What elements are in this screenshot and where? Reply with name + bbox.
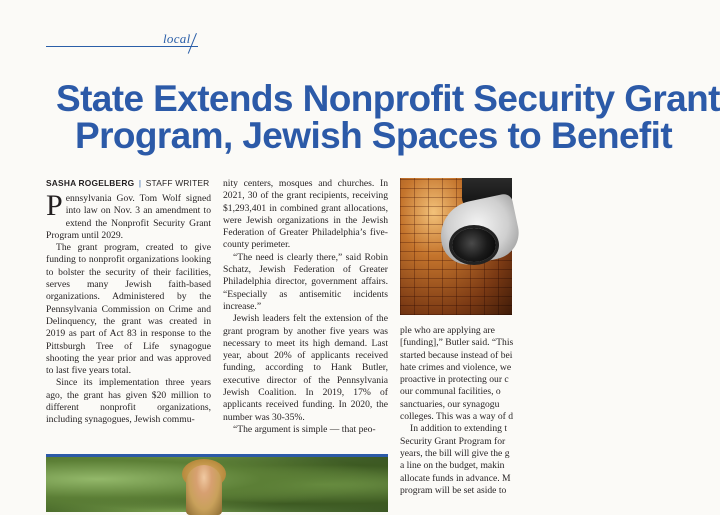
article-line: [funding],” Butler said. “This bbox=[400, 337, 514, 349]
paragraph-text: ennsylvania Gov. Tom Wolf signed into law on Nov. 3 an amendment to extend the Nonprofit Security Grant Program until 2029. bbox=[46, 193, 211, 241]
article-line: proactive in protecting our c bbox=[400, 374, 509, 386]
article-paragraph: The grant program, created to give funding to nonprofit organizations looking to bolster the security of their facilities, serves many Jewish faith-based organizations. Administered by the Pennsylvania Commission on Crime and Delinquency, the grant was created in 2019 as part of Act 83 in response to the Pittsburgh Tree of Life synagogue shooting the year prior and was approved to last five years total. bbox=[46, 242, 211, 377]
outdoor-photo bbox=[46, 454, 388, 512]
headline-line-2: Program, Jewish Spaces to Benefit bbox=[75, 115, 673, 156]
article-line: Security Grant Program for bbox=[400, 435, 506, 447]
article-paragraph: nity centers, mosques and churches. In 2021, 30 of the grant recipients, receiving $1,293,401 in combined grant allocations, were Jewish organizations in the Jewish Federation of Greater Philadelphia’s five-county perimeter. bbox=[223, 178, 388, 251]
person-figure bbox=[186, 465, 222, 515]
article-line: hate crimes and violence, we bbox=[400, 361, 512, 373]
byline bbox=[46, 178, 209, 188]
security-camera-photo bbox=[400, 178, 512, 315]
headline-line-1: State Extends Nonprofit Security Grant bbox=[56, 78, 720, 119]
article-line: sanctuaries, our synagogu bbox=[400, 398, 500, 410]
article-paragraph: “The need is clearly there,” said Robin Schatz, Jewish Federation of Greater Philadelphia director, government affairs. “Especially as antisemitic incidents increase.” bbox=[223, 251, 388, 312]
article-paragraph: Since its implementation three years ago, the grant has given $20 million to different nonprofit organizations, including synagogues, Jewish commu- bbox=[46, 377, 211, 426]
article-paragraph: Jewish leaders felt the extension of the grant program by another five years was necessary to meet its high demand. Last year, about 20% of applicants received funding, according to Hank Butler, executive director of the Pennsylvania Jewish Coalition. In 2019, 17% of applicants received funding. In 2020, the number was 30-35%. bbox=[223, 313, 388, 423]
article-paragraph bbox=[46, 189, 211, 242]
article-line: In addition to extending t bbox=[410, 423, 507, 435]
section-tag-text: local bbox=[163, 31, 191, 46]
article-column-2 bbox=[223, 178, 388, 436]
article-line: started because instead of bei bbox=[400, 349, 513, 361]
section-rule bbox=[46, 46, 198, 47]
article-line: program will be set aside to bbox=[400, 484, 507, 496]
byline-role: STAFF WRITER bbox=[145, 178, 210, 188]
article-line: ple who are applying are bbox=[400, 325, 495, 336]
article-line: allocate funds in advance. M bbox=[400, 472, 511, 484]
article-column-1 bbox=[46, 189, 211, 427]
byline-separator: | bbox=[138, 178, 142, 188]
article-line: years, the bill will give the g bbox=[400, 447, 510, 459]
drop-cap: P bbox=[46, 189, 63, 222]
article-line: our communal facilities, o bbox=[400, 386, 501, 398]
article-paragraph: “The argument is simple — that peo- bbox=[233, 423, 376, 435]
article-line: colleges. This was a way of d bbox=[400, 411, 514, 423]
byline-author: SASHA ROGELBERG bbox=[46, 178, 135, 188]
article-column-3 bbox=[400, 325, 512, 512]
article-line: a line on the budget, makin bbox=[400, 460, 505, 472]
camera-lens bbox=[452, 228, 496, 262]
